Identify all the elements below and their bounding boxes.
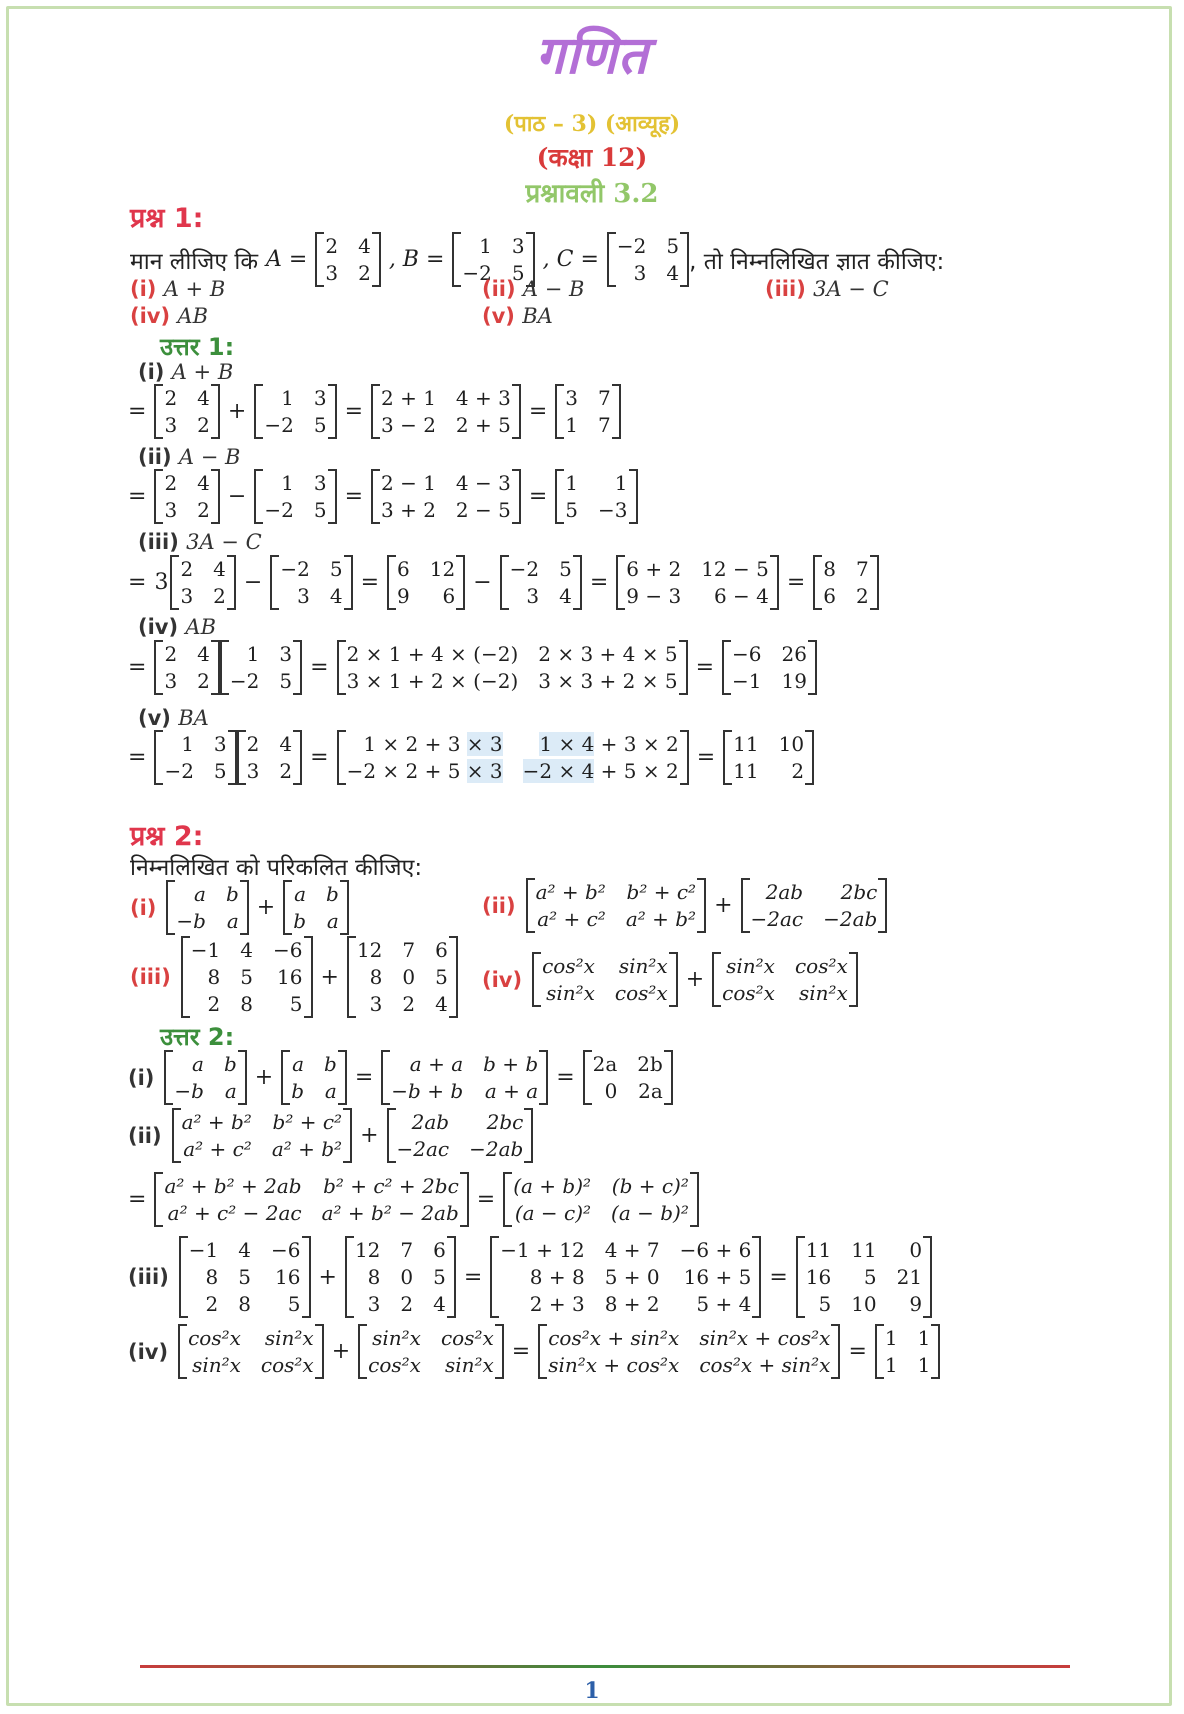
a1-part-i-label: (i) A + B bbox=[138, 360, 234, 384]
a2-part-i-equation: (i) a b −b a + a b b a = a + a b + b −b + b a + a = 2a 2b 0 2a bbox=[128, 1050, 673, 1105]
class-label: (कक्षा 12) bbox=[536, 143, 648, 172]
a1-part-ii-equation: = 2 4 3 2 − 1 3 −2 5 = 2 − 1 4 − 3 3 + 2 2 − 5 = 1 1 5 −3 bbox=[128, 469, 638, 524]
a1-part-i-equation: = 2 4 3 2 + 1 3 −2 5 = 2 + 1 4 + 3 3 − 2 2 + 5 = 3 7 1 7 bbox=[128, 384, 621, 439]
a1-part-ii-label: (ii) A − B bbox=[138, 445, 241, 469]
question-2-heading: प्रश्न 2: bbox=[130, 821, 204, 852]
a2-part-iii-equation: (iii) −1 4 −6 8 5 16 2 8 5 + 12 7 6 8 0 5 3 2 4 = −1 + 12 4 + 7 −6 + 6 8 + 8 5 + 0 16 + 5 2 + 3 8 + 2 5 + 4 = 11 11 0 16 5 21 5 10 9 bbox=[128, 1236, 932, 1318]
a1-part-v-label: (v) BA bbox=[138, 706, 209, 730]
q2-part-iv: (iv) cos²x sin²x sin²x cos²x + sin²x cos²x cos²x sin²x bbox=[482, 952, 858, 1007]
a2-part-ii-equation: (ii) a² + b² b² + c² a² + c² a² + b² + 2ab 2bc −2ac −2ab bbox=[128, 1108, 533, 1163]
a1-part-iv-equation: = 2 4 3 2 1 3 −2 5 = 2 × 1 + 4 × (−2) 2 × 3 + 4 × 5 3 × 1 + 2 × (−2) 3 × 3 + 2 × 5 = −6 26 −1 19 bbox=[128, 640, 817, 695]
q1-part-ii: (ii) A − B bbox=[482, 277, 585, 301]
page-number: 1 bbox=[584, 1678, 600, 1704]
a2-part-iv-equation: (iv) cos²x sin²x sin²x cos²x + sin²x cos²x cos²x sin²x = cos²x + sin²x sin²x + cos²x sin²x + cos²x cos²x + sin²x = 1 1 1 1 bbox=[128, 1324, 940, 1379]
a1-part-iii-equation: = 3 2 4 3 2 − −2 5 3 4 = 6 12 9 6 − −2 5 3 4 = 6 + 2 12 − 5 9 − 3 6 − 4 = 8 7 6 2 bbox=[128, 555, 879, 610]
a1-part-v-equation: = 1 3 −2 5 2 4 3 2 = 1 × 2 + 3 × 3 1 × 4 + 3 × 2 −2 × 2 + 5 × 3 −2 × 4 + 5 × 2 = 11 10 11 2 bbox=[128, 730, 814, 785]
q2-part-iii: (iii) −1 4 −6 8 5 16 2 8 5 + 12 7 6 8 0 5 3 2 4 bbox=[130, 936, 458, 1018]
page-title: गणित bbox=[535, 25, 649, 86]
a1-part-iii-label: (iii) 3A − C bbox=[138, 530, 262, 554]
a1-part-iv-label: (iv) AB bbox=[138, 615, 217, 639]
q2-part-i: (i) a b −b a + a b b a bbox=[130, 880, 349, 935]
question-1-statement: मान लीजिए कि A = 2 4 3 2 , B = 1 3 −2 5 , C = −2 5 3 4 , तो निम्नलिखित ज्ञात कीजिए: bbox=[130, 234, 945, 285]
question-1-heading: प्रश्न 1: bbox=[130, 203, 204, 234]
q1-part-iii: (iii) 3A − C bbox=[765, 277, 889, 301]
q2-part-ii: (ii) a² + b² b² + c² a² + c² a² + b² + 2ab 2bc −2ac −2ab bbox=[482, 878, 887, 933]
chapter-label: (पाठ – 3) (आव्यूह) bbox=[503, 111, 681, 137]
q1-part-iv: (iv) AB bbox=[130, 304, 209, 328]
q1-part-i: (i) A + B bbox=[130, 277, 226, 301]
exercise-label: प्रश्नावली 3.2 bbox=[525, 179, 659, 209]
a2-part-ii-result: = a² + b² + 2ab b² + c² + 2bc a² + c² − 2ac a² + b² − 2ab = (a + b)² (b + c)² (a − c)² (a − b)² bbox=[128, 1172, 699, 1227]
question-1-intro-suffix: , तो निम्नलिखित ज्ञात कीजिए: bbox=[689, 248, 945, 275]
q1-part-v: (v) BA bbox=[482, 304, 553, 328]
answer-1-heading: उत्तर 1: bbox=[160, 333, 235, 361]
footer-divider bbox=[140, 1665, 1070, 1668]
question-2-intro: निम्नलिखित को परिकलित कीजिए: bbox=[130, 855, 423, 881]
question-1-intro: मान लीजिए कि bbox=[130, 248, 259, 275]
answer-2-heading: उत्तर 2: bbox=[160, 1023, 235, 1051]
